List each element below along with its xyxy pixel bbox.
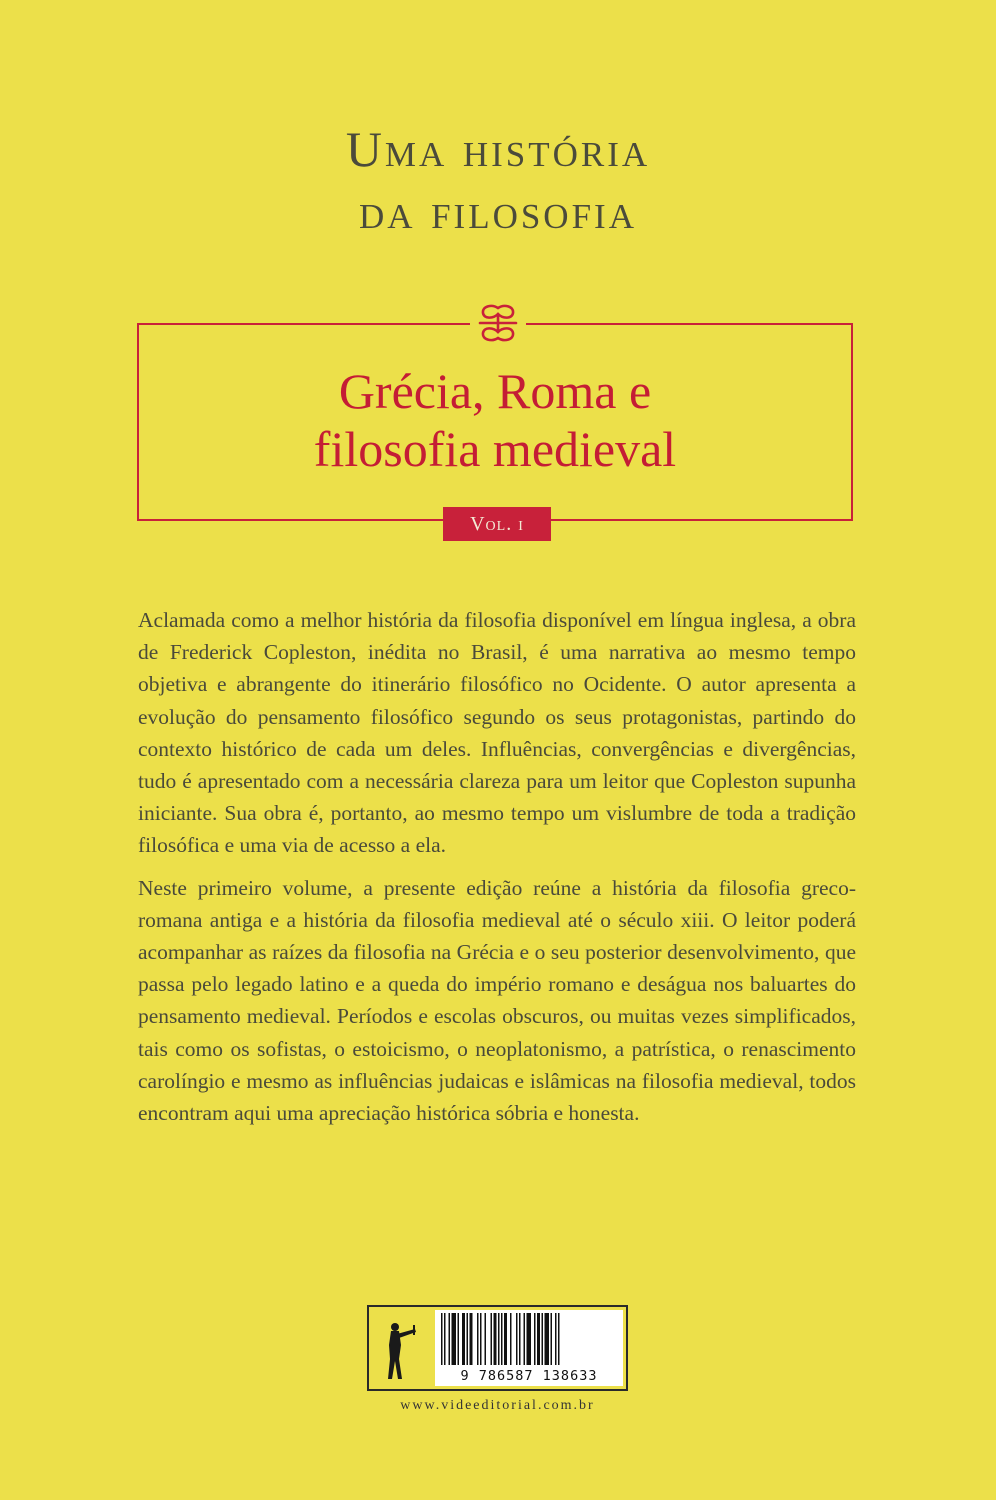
blurb-paragraph-2: Neste primeiro volume, a presente edição reúne a história da filosofia greco-romana antiga e a história da filosofia medieval até o século xiii. O leitor poderá acompanhar as raízes da filosofia na Grécia e o seu posterior desenvolvimento, que passa pelo legado latino e a queda do império romano e deságua nos baluartes do pensamento medieval. Períodos e escolas obscuros, ou muitas vezes simplificados, tais como os sofistas, o estoicismo, o neoplatonismo, a patrística, o renascimento carolíngio e mesmo as influências judaicas e islâmicas na filosofia medieval, todos encontram aqui uma apreciação histórica sóbria e honesta. — [138, 875, 856, 1126]
barcode — [435, 1310, 623, 1386]
barcode-bar — [524, 1313, 526, 1365]
barcode-bar — [485, 1313, 487, 1365]
barcode-bar — [491, 1313, 493, 1365]
series-title-line-2: da filosofia — [359, 183, 637, 239]
isbn-barcode-block — [367, 1305, 628, 1391]
barcode-bar — [444, 1313, 446, 1365]
archer-figure-logo-icon — [379, 1315, 425, 1385]
barcode-bar — [542, 1313, 544, 1365]
subtitle-line-2: filosofia medieval — [313, 421, 677, 477]
fleuron-ornament-icon — [470, 302, 526, 346]
barcode-bar — [545, 1313, 550, 1365]
barcode-bar — [516, 1313, 518, 1365]
barcode-bar — [494, 1313, 497, 1365]
blurb-paragraph-1: Aclamada como a melhor história da filosofia disponível em língua inglesa, a obra de Frederick Copleston, inédita no Brasil, é uma narrativa ao mesmo tempo objetiva e abrangente do itinerário filosófico no Ocidente. O autor apresenta a evolução do pensamento filosófico segundo os seus protagonistas, partindo do contexto histórico de cada um deles. Influências, convergências e divergências, tudo é apresentado com a necessária clareza para um leitor que Copleston supunha iniciante. Sua obra é, portanto, ao mesmo tempo um vislumbre de toda a tradição filosófica e uma via de acesso a ela. — [138, 608, 856, 858]
barcode-bar — [534, 1313, 536, 1365]
barcode-bars — [441, 1313, 617, 1365]
series-title-line-1: Uma história — [345, 121, 651, 177]
barcode-bar — [519, 1313, 521, 1365]
barcode-bar — [467, 1313, 469, 1365]
barcode-bar — [452, 1313, 457, 1365]
volume-subtitle — [137, 362, 853, 478]
barcode-bar — [527, 1313, 532, 1365]
barcode-bar — [462, 1313, 465, 1365]
barcode-bar — [498, 1313, 500, 1365]
isbn-digits: 9 786587 138633 — [460, 1368, 598, 1384]
barcode-bar — [480, 1313, 482, 1365]
barcode-bar — [555, 1313, 557, 1365]
volume-badge: Vol. i — [443, 507, 551, 541]
barcode-bar — [441, 1313, 443, 1365]
barcode-bar — [501, 1313, 503, 1365]
barcode-bar — [551, 1313, 553, 1365]
barcode-bar — [510, 1313, 512, 1365]
series-title — [0, 118, 996, 242]
subtitle-line-1: Grécia, Roma e — [338, 363, 652, 419]
barcode-bar — [449, 1313, 451, 1365]
barcode-bar — [458, 1313, 460, 1365]
barcode-bar — [477, 1313, 479, 1365]
barcode-bar — [558, 1313, 560, 1365]
barcode-bar — [504, 1313, 507, 1365]
barcode-bar — [537, 1313, 540, 1365]
back-cover-blurb — [138, 604, 856, 1139]
barcode-bar — [470, 1313, 473, 1365]
publisher-website: www.videeditorial.com.br — [400, 1398, 595, 1413]
